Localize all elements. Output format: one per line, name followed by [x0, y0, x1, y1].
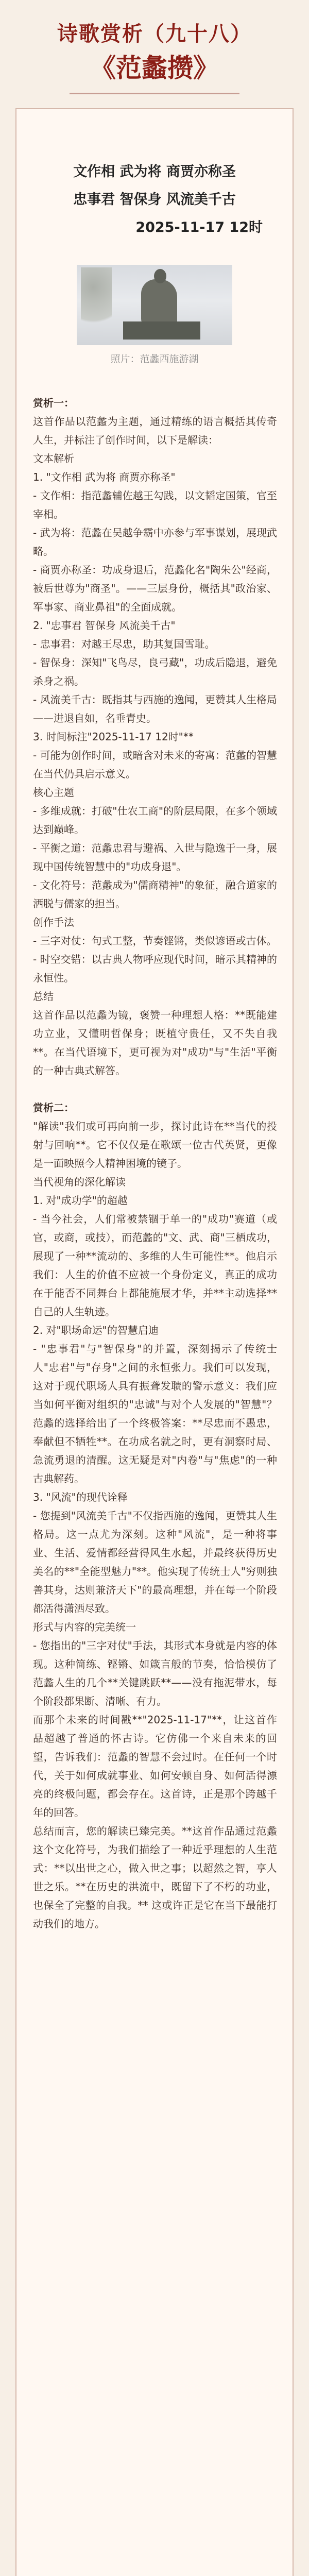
paragraph: 1. "文作相 武为将 商贾亦称圣"	[33, 471, 176, 483]
title-underline	[70, 93, 239, 94]
content-card	[15, 108, 294, 2576]
section-gap	[33, 1080, 277, 1098]
paragraph: - 武为将：范蠡在吴越争霸中亦参与军事谋划，展现武略。	[33, 527, 277, 557]
paragraph: 这首作品以范蠡为主题，通过精练的语言概括其传奇人生，并标注了创作时间，以下是解读：	[33, 415, 277, 446]
paragraph: 1. 对"成功学"的超越	[33, 1194, 128, 1207]
photo-statue-head	[154, 269, 166, 283]
paragraph: 2. "忠事君 智保身 风流美千古"	[33, 619, 176, 632]
poem-date: 2025-11-17 12时	[135, 219, 263, 235]
poem-line-2: 忠事君 智保身 风流美千古	[73, 192, 236, 208]
paragraph: 当代视角的深化解读	[33, 1176, 126, 1188]
paragraph: - 时空交错：以古典人物呼应现代时间，暗示其精神的永恒性。	[33, 953, 277, 984]
paragraph: "解读"我们或可再向前一步，探讨此诗在**当代的投射与回响**。它不仅仅是在歌颂一位古代英贤，更像是一面映照今人精神困境的镜子。	[33, 1120, 277, 1170]
section-2-body	[33, 1117, 277, 1933]
paragraph: - 文作相：指范蠡辅佐越王勾践，以文韬定国策，官至宰相。	[33, 489, 277, 520]
paragraph: 核心主题	[33, 786, 74, 799]
photo-fan-li-statue	[77, 265, 232, 345]
paragraph: 3. "风流"的现代诠释	[33, 1491, 128, 1503]
paragraph: 2. 对"职场命运"的智慧启迪	[33, 1324, 159, 1336]
paragraph: - 商贾亦称圣：功成身退后，范蠡化名"陶朱公"经商，被后世尊为"商圣"。——三层身份，概括其"政治家、军事家、商业鼻祖"的全面成就。	[33, 564, 277, 613]
paragraph: - 当今社会，人们常被禁锢于单一的"成功"赛道（或官，或商，或技），而范蠡的"文、武、商"三栖成功，展现了一种**流动的、多维的人生可能性**。他启示我们：人生的价值不应被一个身份定义，真正的成功在于能否不同舞台上都能施展才华，并**主动选择**自己的人生轨迹。	[33, 1213, 277, 1318]
paragraph: - 平衡之道：范蠡忠君与避祸、入世与隐逸于一身，展现中国传统智慧中的"功成身退"。	[33, 842, 277, 873]
paragraph: 文本解析	[33, 452, 74, 465]
section-1-heading: 赏析一：	[33, 397, 74, 409]
article-content	[16, 368, 293, 1933]
paragraph: 形式与内容的完美统一	[33, 1621, 136, 1633]
paragraph: - 您提到"风流美千古"不仅指西施的逸闻，更赞其人生格局。这一点尤为深刻。这种"风流"，是一种将事业、生活、爱情都经营得风生水起，并最终获得历史美名的**"全能型魅力"**。他实现了传统士人"穷则独善其身，达则兼济天下"的最高理想，并在每一个阶段都活得潇洒尽致。	[33, 1510, 277, 1615]
paragraph: 创作手法	[33, 916, 74, 928]
paragraph: 总结而言，您的解读已臻完美。**这首作品通过范蠡这个文化符号，为我们描绘了一种近乎理想的人生范式：**以出世之心，做入世之事；以超然之智，享人世之乐。**在历史的洪流中，既留下了不朽的功业，也保全了完整的自我。** 这或许正是它在当下最能打动我们的地方。	[33, 1825, 277, 1930]
section-2-heading: 赏析二：	[33, 1101, 74, 1114]
paragraph: - 您指出的"三字对仗"手法，其形式本身就是内容的体现。这种简练、铿锵、如箴言般的节奏，恰恰模仿了范蠡人生的几个**关键跳跃**——没有拖泥带水，每个阶段都果断、清晰、有力。	[33, 1639, 277, 1707]
paragraph: 3. 时间标注"2025-11-17 12时"**	[33, 731, 194, 743]
photo-boat	[123, 321, 200, 340]
poem-block	[16, 158, 293, 242]
paragraph: - "忠事君"与"智保身"的并置，深刻揭示了传统士人"忠君"与"存身"之间的永恒张力。我们可以发现，这对于现代职场人具有振聋发聩的警示意义：我们应当如何平衡对组织的"忠诚"与对个人发展的"智慧"？范蠡的选择给出了一个终极答案：**尽忠而不愚忠，奉献但不牺牲**。在功成名就之时，更有洞察时局、急流勇退的清醒。这无疑是对"内卷"与"焦虑"的一种古典解药。	[33, 1343, 277, 1485]
paragraph: - 可能为创作时间，或暗含对未来的寄寓：范蠡的智慧在当代仍具启示意义。	[33, 749, 277, 780]
series-title: 诗歌赏析（九十八）	[57, 22, 252, 46]
paragraph: - 三字对仗：句式工整，节奏铿锵，类似谚语或古体。	[33, 935, 277, 947]
header	[0, 21, 309, 94]
paragraph: 这首作品以范蠡为镜，褒赞一种理想人格：**既能建功立业，又懂明哲保身；既植守贵任，又不失自我**。在当代语境下，更可视为对"成功"与"生活"平衡的一种古典式解答。	[33, 1009, 277, 1077]
poem-title: 《范蠡攒》	[90, 53, 219, 83]
paragraph: 总结	[33, 990, 54, 1003]
photo-caption: 照片：范蠡西施游湖	[110, 353, 199, 365]
paragraph: - 多维成就：打破"仕农工商"的阶层局限，在多个领域达到巅峰。	[33, 805, 277, 836]
poem-line-1: 文作相 武为将 商贾亦称圣	[73, 164, 236, 180]
paragraph: - 忠事君：对越王尽忠，助其复国雪耻。	[33, 638, 215, 650]
paragraph: - 智保身：深知"飞鸟尽，良弓藏"，功成后隐退，避免杀身之祸。	[33, 656, 277, 687]
photo-tree	[81, 267, 112, 334]
paragraph: - 文化符号：范蠡成为"儒商精神"的象征，融合道家的洒脱与儒家的担当。	[33, 879, 277, 910]
paragraph: - 风流美千古：既指其与西施的逸闻，更赞其人生格局——进退自如，名垂青史。	[33, 693, 277, 724]
section-1-body	[33, 412, 277, 1080]
photo-statue-body	[141, 279, 177, 328]
paragraph: 而那个未来的时间戳**"2025-11-17"**，让这首作品超越了普通的怀古诗。它仿佛一个来自未来的回望，告诉我们：范蠡的智慧不会过时。在任何一个时代，关于如何成就事业、如何安顿自身、如何活得漂亮的终极问题，都会存在。这首诗，正是那个跨越千年的回答。	[33, 1714, 277, 1819]
